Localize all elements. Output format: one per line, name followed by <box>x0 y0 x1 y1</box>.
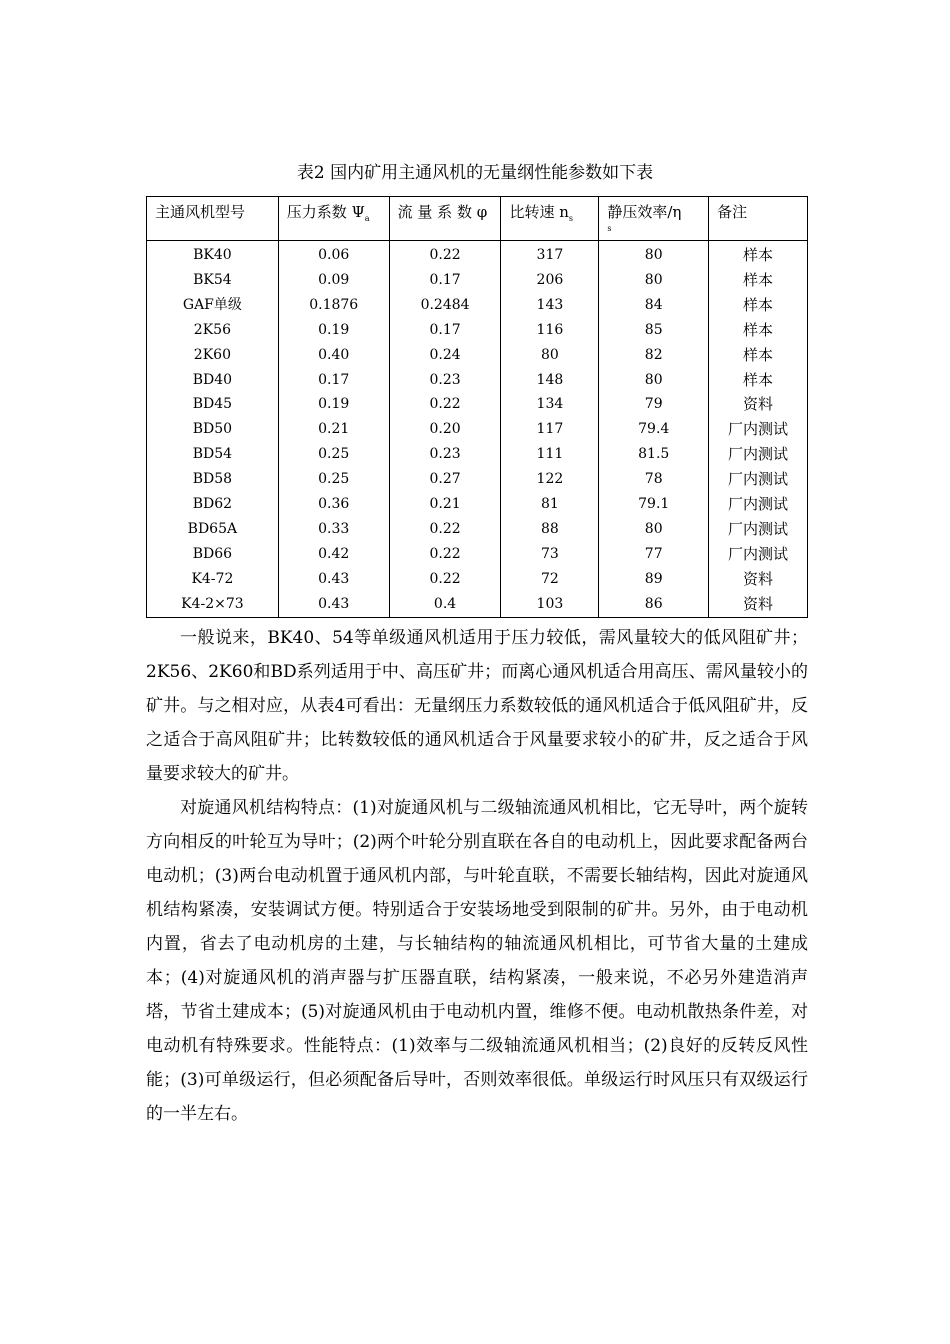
cell-efficiency: 85 <box>599 318 709 343</box>
cell-pressure: 0.19 <box>278 392 389 417</box>
cell-flow: 0.20 <box>389 417 501 442</box>
table-row <box>147 567 808 592</box>
cell-speed: 317 <box>501 241 599 268</box>
cell-efficiency: 80 <box>599 241 709 268</box>
cell-model: BD45 <box>147 392 279 417</box>
cell-efficiency: 78 <box>599 467 709 492</box>
header-specific-speed: 比转速 $n_s$ <box>501 197 599 241</box>
cell-speed: 143 <box>501 293 599 318</box>
cell-flow: 0.27 <box>389 467 501 492</box>
cell-pressure: 0.40 <box>278 343 389 368</box>
paragraph: 一般说来，BK40、54等单级通风机适用于压力较低，需风量较大的低风阻矿井；2K56、2K60和BD系列适用于中、高压矿井；而离心通风机适合用高压、需风量较小的矿井。与之相对应，从表4可看出：无量纲压力系数较低的通风机适合于低风阻矿井，反之适合于高风阻矿井；比转数较低的通风机适合于风量要求较小的矿井，反之适合于风量要求较大的矿井。 <box>146 628 808 784</box>
header-flow-coefficient: 流 量 系 数 φ <box>389 197 501 241</box>
table-row <box>147 368 808 393</box>
cell-flow: 0.21 <box>389 492 501 517</box>
cell-model: 2K56 <box>147 318 279 343</box>
body-text <box>146 621 808 1131</box>
header-pressure-coefficient: 压力系数 $\Psi_a$ <box>278 197 389 241</box>
cell-model: 2K60 <box>147 343 279 368</box>
cell-note: 厂内测试 <box>709 542 808 567</box>
cell-speed: 206 <box>501 268 599 293</box>
cell-model: GAF单级 <box>147 293 279 318</box>
cell-efficiency: 79.1 <box>599 492 709 517</box>
cell-efficiency: 80 <box>599 368 709 393</box>
table-row <box>147 467 808 492</box>
table-row <box>147 293 808 318</box>
cell-flow: 0.17 <box>389 318 501 343</box>
table-row <box>147 542 808 567</box>
table-row <box>147 517 808 542</box>
cell-speed: 80 <box>501 343 599 368</box>
cell-note: 厂内测试 <box>709 417 808 442</box>
cell-pressure: 0.21 <box>278 417 389 442</box>
cell-note: 样本 <box>709 368 808 393</box>
cell-note: 厂内测试 <box>709 492 808 517</box>
cell-efficiency: 80 <box>599 517 709 542</box>
cell-flow: 0.17 <box>389 268 501 293</box>
cell-pressure: 0.06 <box>278 241 389 268</box>
cell-note: 资料 <box>709 592 808 617</box>
fan-parameters-table <box>146 196 808 618</box>
cell-pressure: 0.36 <box>278 492 389 517</box>
header-model: 主通风机型号 <box>147 197 279 241</box>
cell-note: 资料 <box>709 392 808 417</box>
cell-speed: 88 <box>501 517 599 542</box>
cell-note: 样本 <box>709 293 808 318</box>
cell-note: 样本 <box>709 268 808 293</box>
cell-model: K4-2×73 <box>147 592 279 617</box>
cell-speed: 134 <box>501 392 599 417</box>
header-note: 备注 <box>709 197 808 241</box>
table-row <box>147 417 808 442</box>
table-row <box>147 343 808 368</box>
cell-flow: 0.23 <box>389 442 501 467</box>
cell-model: BD40 <box>147 368 279 393</box>
cell-model: BD65A <box>147 517 279 542</box>
cell-efficiency: 89 <box>599 567 709 592</box>
cell-model: BD66 <box>147 542 279 567</box>
cell-note: 厂内测试 <box>709 517 808 542</box>
cell-pressure: 0.19 <box>278 318 389 343</box>
cell-efficiency: 79 <box>599 392 709 417</box>
cell-note: 样本 <box>709 343 808 368</box>
table-row <box>147 241 808 268</box>
cell-note: 厂内测试 <box>709 442 808 467</box>
cell-note: 厂内测试 <box>709 467 808 492</box>
cell-pressure: 0.33 <box>278 517 389 542</box>
cell-flow: 0.22 <box>389 392 501 417</box>
cell-efficiency: 77 <box>599 542 709 567</box>
cell-model: BK40 <box>147 241 279 268</box>
cell-flow: 0.22 <box>389 517 501 542</box>
table-row <box>147 442 808 467</box>
cell-note: 资料 <box>709 567 808 592</box>
cell-pressure: 0.1876 <box>278 293 389 318</box>
table-header-row <box>147 197 808 241</box>
cell-pressure: 0.43 <box>278 567 389 592</box>
table-row <box>147 392 808 417</box>
cell-flow: 0.23 <box>389 368 501 393</box>
cell-note: 样本 <box>709 318 808 343</box>
cell-speed: 103 <box>501 592 599 617</box>
cell-speed: 73 <box>501 542 599 567</box>
cell-note: 样本 <box>709 241 808 268</box>
table-body <box>147 241 808 618</box>
cell-speed: 148 <box>501 368 599 393</box>
cell-efficiency: 84 <box>599 293 709 318</box>
cell-speed: 111 <box>501 442 599 467</box>
cell-model: BD62 <box>147 492 279 517</box>
cell-speed: 116 <box>501 318 599 343</box>
cell-model: BK54 <box>147 268 279 293</box>
cell-model: BD58 <box>147 467 279 492</box>
cell-flow: 0.22 <box>389 241 501 268</box>
table-row <box>147 592 808 617</box>
table-row <box>147 268 808 293</box>
table-row <box>147 492 808 517</box>
cell-speed: 81 <box>501 492 599 517</box>
cell-flow: 0.2484 <box>389 293 501 318</box>
cell-flow: 0.22 <box>389 567 501 592</box>
cell-speed: 122 <box>501 467 599 492</box>
table-row <box>147 318 808 343</box>
cell-flow: 0.24 <box>389 343 501 368</box>
cell-efficiency: 79.4 <box>599 417 709 442</box>
paragraph: 对旋通风机结构特点：(1)对旋通风机与二级轴流通风机相比，它无导叶，两个旋转方向相反的叶轮互为导叶；(2)两个叶轮分别直联在各自的电动机上，因此要求配备两台电动机；(3)两台电动机置于通风机内部，与叶轮直联，不需要长轴结构，因此对旋通风机结构紧凑，安装调试方便。特别适合于安装场地受到限制的矿井。另外，由于电动机内置，省去了电动机房的土建，与长轴结构的轴流通风机相比，可节省大量的土建成本；(4)对旋通风机的消声器与扩压器直联，结构紧凑，一般来说，不必另外建造消声塔，节省土建成本；(5)对旋通风机由于电动机内置，维修不便。电动机散热条件差，对电动机有特殊要求。性能特点：(1)效率与二级轴流通风机相当；(2)良好的反转反风性能；(3)可单级运行，但必须配备后导叶，否则效率很低。单级运行时风压只有双级运行的一半左右。 <box>146 798 808 1124</box>
cell-speed: 117 <box>501 417 599 442</box>
cell-model: K4-72 <box>147 567 279 592</box>
cell-efficiency: 80 <box>599 268 709 293</box>
cell-efficiency: 86 <box>599 592 709 617</box>
cell-flow: 0.4 <box>389 592 501 617</box>
cell-pressure: 0.25 <box>278 442 389 467</box>
header-static-efficiency: 静压效率/η s <box>599 197 709 241</box>
cell-model: BD54 <box>147 442 279 467</box>
cell-speed: 72 <box>501 567 599 592</box>
cell-efficiency: 81.5 <box>599 442 709 467</box>
cell-model: BD50 <box>147 417 279 442</box>
cell-pressure: 0.17 <box>278 368 389 393</box>
cell-pressure: 0.09 <box>278 268 389 293</box>
table-caption: 表2 国内矿用主通风机的无量纲性能参数如下表 <box>296 163 654 183</box>
cell-pressure: 0.42 <box>278 542 389 567</box>
cell-flow: 0.22 <box>389 542 501 567</box>
cell-pressure: 0.43 <box>278 592 389 617</box>
cell-pressure: 0.25 <box>278 467 389 492</box>
cell-efficiency: 82 <box>599 343 709 368</box>
